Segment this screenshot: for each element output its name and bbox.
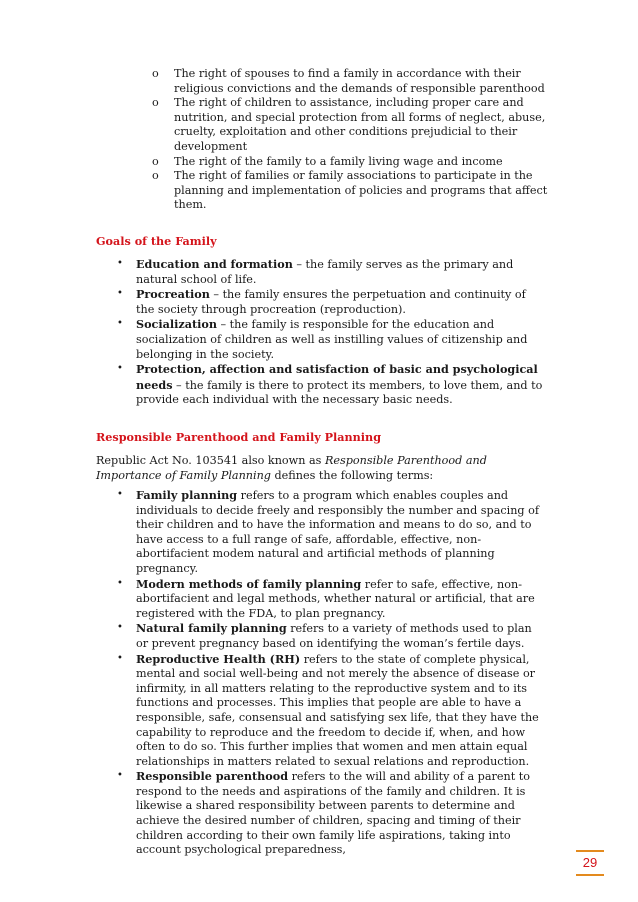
definition: – the family serves as the primary and natural school of life.: [136, 258, 514, 286]
list-item: o The right of children to assistance, including proper care and nutrition, and special protection from all forms of neglect, abuse, cruelty, exploitation and other conditions prejudicial to their development: [152, 96, 546, 153]
definition: refers to a variety of methods used to plan or prevent pregnancy based on identifying the woman’s fertile days.: [136, 622, 532, 650]
terms-list: [115, 488, 545, 858]
bullet-icon: •: [117, 318, 123, 330]
bullet-icon: •: [117, 258, 123, 269]
definition: – the family ensures the perpetuation and continuity of the society through procreation (reproduction).: [136, 288, 526, 316]
bullet-icon: •: [117, 577, 123, 589]
term: Education and formation: [136, 257, 293, 271]
bullet-icon: •: [117, 489, 123, 500]
list-item: [115, 769, 545, 858]
page-number-top-rule: [576, 850, 604, 852]
term: Reproductive Health (RH): [136, 651, 301, 666]
circle-bullet-icon: o: [152, 96, 159, 110]
term: Modern methods of family planning: [136, 576, 362, 591]
definition: – the family is responsible for the education and socialization of children as well as instilling values of citizenship and belonging in the society.: [136, 318, 528, 361]
list-item: [115, 488, 545, 577]
rights-sublist: [152, 67, 552, 213]
goals-heading: Goals of the Family: [96, 234, 217, 248]
page-number-bottom-rule: [576, 874, 604, 876]
list-item: [115, 257, 545, 287]
bullet-icon: •: [117, 622, 123, 634]
bullet-icon: •: [117, 652, 123, 664]
list-item: o The right of the family to a family living wage and income: [152, 154, 503, 168]
list-item: [115, 287, 545, 317]
list-item: [115, 652, 545, 770]
circle-bullet-icon: o: [152, 67, 159, 80]
bullet-icon: •: [117, 770, 123, 782]
list-item: [115, 362, 545, 408]
page-number: 29: [582, 855, 598, 870]
list-item: o The right of spouses to find a family in accordance with their religious convictions and the demands of responsible parenthood: [152, 67, 545, 95]
goals-list: [115, 257, 545, 408]
term: Socialization: [136, 317, 217, 332]
list-item: [115, 621, 545, 651]
definition: – the family is there to protect its members, to love them, and to provide each individual with the necessary basic needs.: [136, 378, 543, 407]
definition: refer to safe, effective, non-abortifacient and legal methods, whether natural or artificial, that are registered with the FDA, to plan pregnancy.: [136, 577, 535, 620]
circle-bullet-icon: o: [152, 154, 159, 168]
definition: refers to a program which enables couples and individuals to decide freely and responsibly the number and spacing of their children and to have the information and means to do so, and to have access to a full range of safe, affordable, effective, non-abortifacient modem natural and artificial methods of planning pregnancy.: [136, 489, 540, 575]
bullet-icon: •: [117, 288, 123, 300]
bullet-icon: •: [117, 363, 123, 375]
term: Natural family planning: [136, 621, 287, 636]
term: Family planning: [136, 488, 238, 502]
list-item: [115, 577, 545, 622]
definition: refers to the will and ability of a parent to respond to the needs and aspirations of the family and children. It is likewise a shared responsibility between parents to determine and achieve the desired number of children, spacing and timing of their children according to their own family life aspirations, taking into account psychological preparedness,: [136, 770, 530, 857]
definition: refers to the state of complete physical, mental and social well-being and not merely the absence of disease or infirmity, in all matters relating to the reproductive system and to its functions and processes. This implies that people are able to have a responsible, safe, consensual and satisfying sex life, that they have the capability to reproduce and the freedom to decide if, when, and how often to do so. This further implies that women and men attain equal relationships in matters related to sexual relations and reproduction.: [136, 652, 539, 768]
intro-paragraph: Republic Act No. 103541 also known as Responsible Parenthood and Importance of Family Planning defines the following terms:: [96, 454, 487, 482]
list-item: o The right of families or family associations to participate in the planning and implementation of policies and programs that affect them.: [152, 169, 548, 212]
list-item: [115, 317, 545, 362]
act-title: Responsible Parenthood and Importance of Family Planning: [96, 454, 487, 482]
responsible-parenthood-heading: Responsible Parenthood and Family Planning: [96, 430, 382, 444]
term: Protection, affection and satisfaction of basic and psychological needs: [136, 362, 538, 392]
term: Procreation: [136, 287, 210, 302]
term: Responsible parenthood: [136, 769, 289, 784]
circle-bullet-icon: o: [152, 169, 159, 183]
